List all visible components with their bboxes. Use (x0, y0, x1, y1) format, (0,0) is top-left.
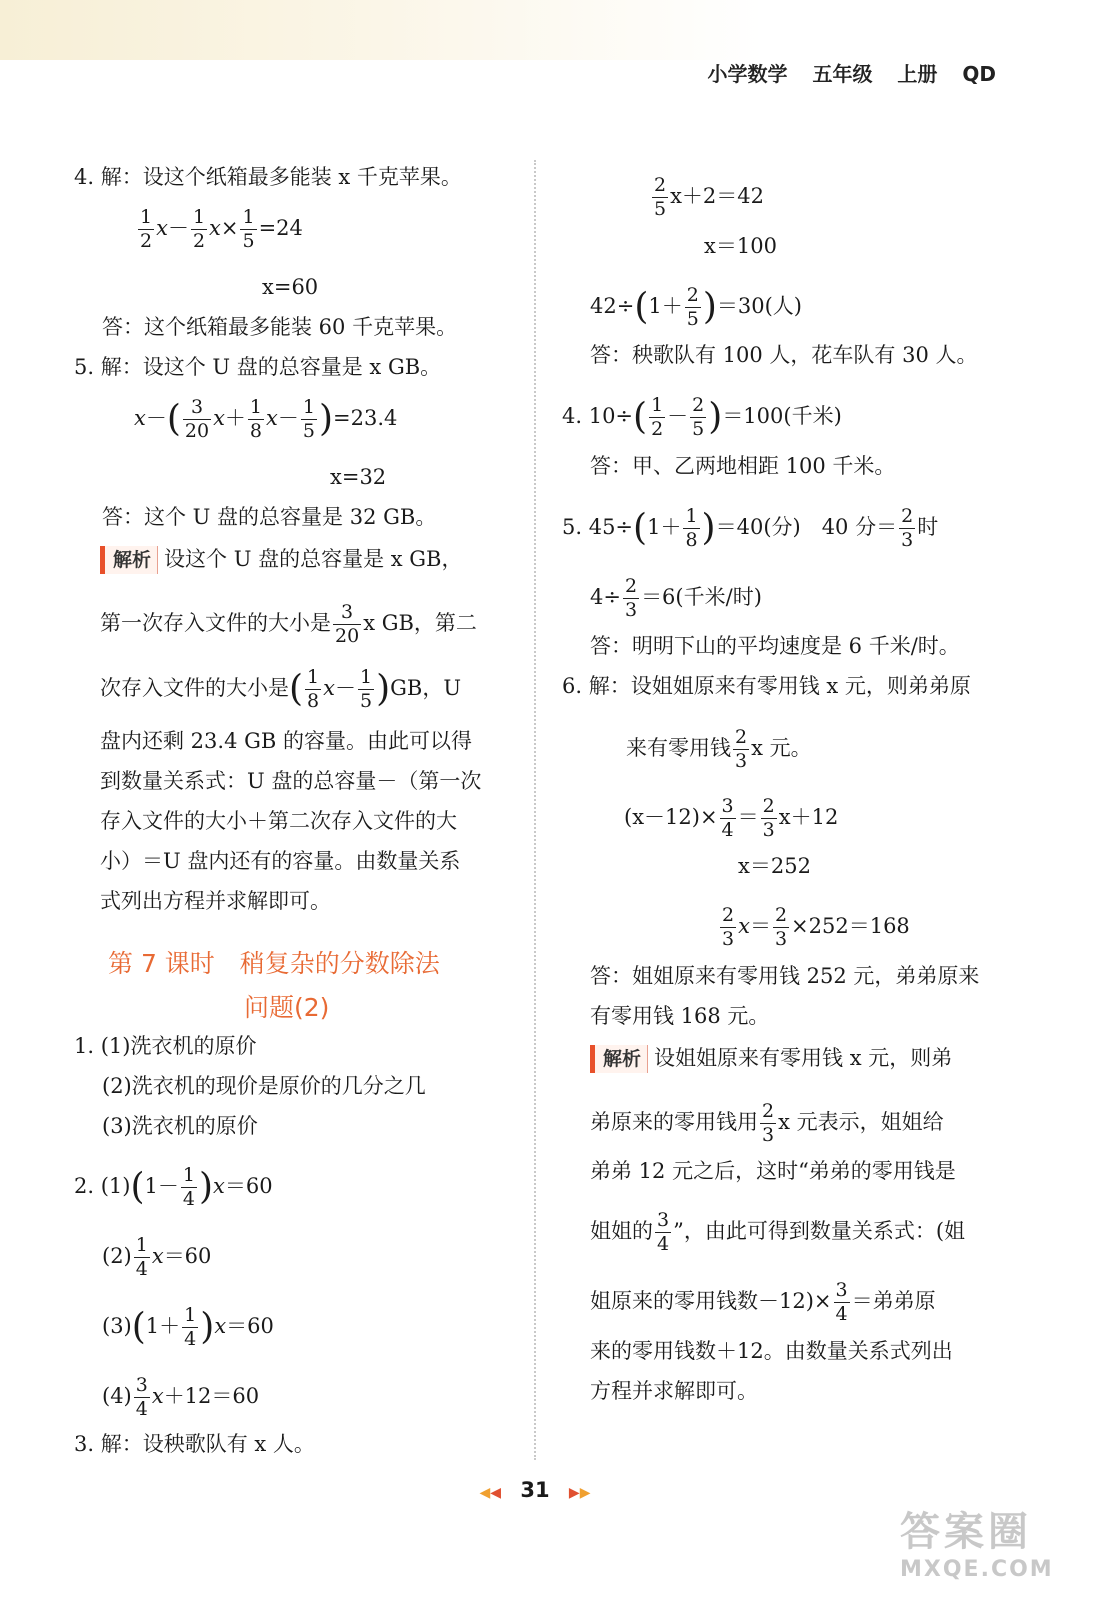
analysis-tag: 解析 (590, 1045, 648, 1073)
r-q4: 4. 10÷( $\frac{1}{2}$ － $\frac{2}{5}$ )＝100(千米) (562, 394, 842, 440)
r-q6-line2: 来有零用钱 $\frac{2}{3}$ x 元。 (626, 726, 812, 772)
r-answer1: 答：秧歌队有 100 人，花车队有 30 人。 (590, 343, 978, 367)
column-divider (534, 160, 536, 1460)
q5-analysis-line3: 次存入文件的大小是( $\frac{1}{8}$ x－ $\frac{1}{5}$ )GB，U (100, 666, 462, 712)
q5-answer: 答：这个 U 盘的总容量是 32 GB。 (102, 505, 437, 529)
r-calc1: 42÷(1＋ $\frac{2}{5}$ )＝30(人) (590, 284, 802, 330)
r-q5: 5. 45÷(1＋ $\frac{1}{8}$ )＝40(分) 40 分＝ $\frac{2}{3}$ 时 (562, 505, 939, 551)
next-arrow-icon-2[interactable]: ▶ (579, 1485, 591, 1501)
section-subtitle: 问题(2) (244, 993, 330, 1022)
r-analysis-line4: 姐姐的 $\frac{3}{4}$ ”，由此可得到数量关系式：(姐 (590, 1209, 966, 1255)
r-answer4b: 有零用钱 168 元。 (590, 1004, 770, 1028)
q5-equation: x－( $\frac{3}{20}$ x＋ $\frac{1}{8}$ x－ $\frac{1}{5}$ )=23.4 (134, 396, 398, 442)
q4-equation: $\frac{1}{2}$ x－ $\frac{1}{2}$ x× $\frac{1}{5}$ =24 (140, 206, 303, 252)
r-analysis-line2: 弟原来的零用钱用 $\frac{2}{3}$ x 元表示，姐姐给 (590, 1100, 944, 1146)
header-volume: 上册 (897, 62, 938, 86)
watermark-logo: 答案圈 MXQE.COM (900, 1509, 1054, 1582)
r-analysis-line5: 姐原来的零用钱数－12)× $\frac{3}{4}$ ＝弟弟原 (590, 1279, 936, 1325)
q5-solution: x=32 (330, 465, 387, 489)
r-q6-eq: (x－12)× $\frac{3}{4}$ ＝ $\frac{2}{3}$ x＋12 (624, 795, 839, 841)
analysis-tag: 解析 (100, 546, 158, 574)
r-q6-calc: $\frac{2}{3}$ x＝ $\frac{2}{3}$ ×252＝168 (722, 904, 910, 950)
page-number: 31 (520, 1478, 550, 1502)
book-header (689, 58, 996, 87)
q4-solution: x=60 (262, 275, 319, 299)
q4-heading: 4. 解：设这个纸箱最多能装 x 千克苹果。 (74, 165, 462, 189)
q5-analysis-line4: 盘内还剩 23.4 GB 的容量。由此可以得 (100, 729, 472, 753)
q5-analysis-line5: 到数量关系式：U 盘的总容量－（第一次 (100, 769, 482, 793)
header-subject: 小学数学 (707, 62, 788, 86)
q5-analysis-line1: 解析 设这个 U 盘的总容量是 x GB， (100, 545, 462, 574)
q5-analysis-line6: 存入文件的大小＋第二次存入文件的大 (100, 809, 457, 833)
s3-heading: 3. 解：设秧歌队有 x 人。 (74, 1432, 315, 1456)
s2-item1: 2. (1)(1－ $\frac{1}{4}$ )x＝60 (74, 1164, 273, 1210)
top-band (0, 0, 1094, 60)
header-grade: 五年级 (812, 62, 873, 86)
s2-item2: (2) $\frac{1}{4}$ x＝60 (102, 1234, 212, 1280)
page-footer (470, 1478, 600, 1502)
prev-arrow-icon-2[interactable]: ◀ (490, 1485, 502, 1501)
q5-analysis-line2: 第一次存入文件的大小是 $\frac{3}{20}$ x GB，第二 (100, 601, 477, 647)
r-sol1: x＝100 (704, 234, 777, 258)
q4-answer: 答：这个纸箱最多能装 60 千克苹果。 (102, 315, 458, 339)
s2-item4: (4) $\frac{3}{4}$ x＋12＝60 (102, 1374, 260, 1420)
s2-item3: (3)(1＋ $\frac{1}{4}$ )x＝60 (102, 1304, 274, 1350)
r-answer2: 答：甲、乙两地相距 100 千米。 (590, 454, 896, 478)
s1-item1: 1. (1)洗衣机的原价 (74, 1034, 257, 1058)
q5-analysis-line8: 式列出方程并求解即可。 (100, 889, 331, 913)
r-analysis-line1: 解析 设姐姐原来有零用钱 x 元，则弟 (590, 1044, 952, 1073)
r-answer3: 答：明明下山的平均速度是 6 千米/时。 (590, 634, 960, 658)
r-q5-calc: 4÷ $\frac{2}{3}$ ＝6(千米/时) (590, 575, 762, 621)
s1-item2: (2)洗衣机的现价是原价的几分之几 (102, 1074, 426, 1098)
r-analysis-line3: 弟弟 12 元之后，这时“弟弟的零用钱是 (590, 1159, 956, 1183)
q5-heading: 5. 解：设这个 U 盘的总容量是 x GB。 (74, 355, 442, 379)
r-eq1: $\frac{2}{5}$ x＋2＝42 (654, 174, 765, 220)
s1-item3: (3)洗衣机的原价 (102, 1114, 258, 1138)
r-analysis-line7: 方程并求解即可。 (590, 1379, 758, 1403)
section-title: 第 7 课时 稍复杂的分数除法 (108, 949, 440, 978)
r-answer4: 答：姐姐原来有零用钱 252 元，弟弟原来 (590, 964, 980, 988)
prev-arrow-icon[interactable]: ◀ (479, 1485, 491, 1501)
next-arrow-icon[interactable]: ▶ (568, 1485, 580, 1501)
r-analysis-line6: 来的零用钱数＋12。由数量关系式列出 (590, 1339, 953, 1363)
header-edition: QD (962, 62, 996, 86)
q5-analysis-line7: 小）＝U 盘内还有的容量。由数量关系 (100, 849, 461, 873)
r-q6-sol: x＝252 (738, 854, 811, 878)
r-q6-head: 6. 解：设姐姐原来有零用钱 x 元，则弟弟原 (562, 674, 971, 698)
